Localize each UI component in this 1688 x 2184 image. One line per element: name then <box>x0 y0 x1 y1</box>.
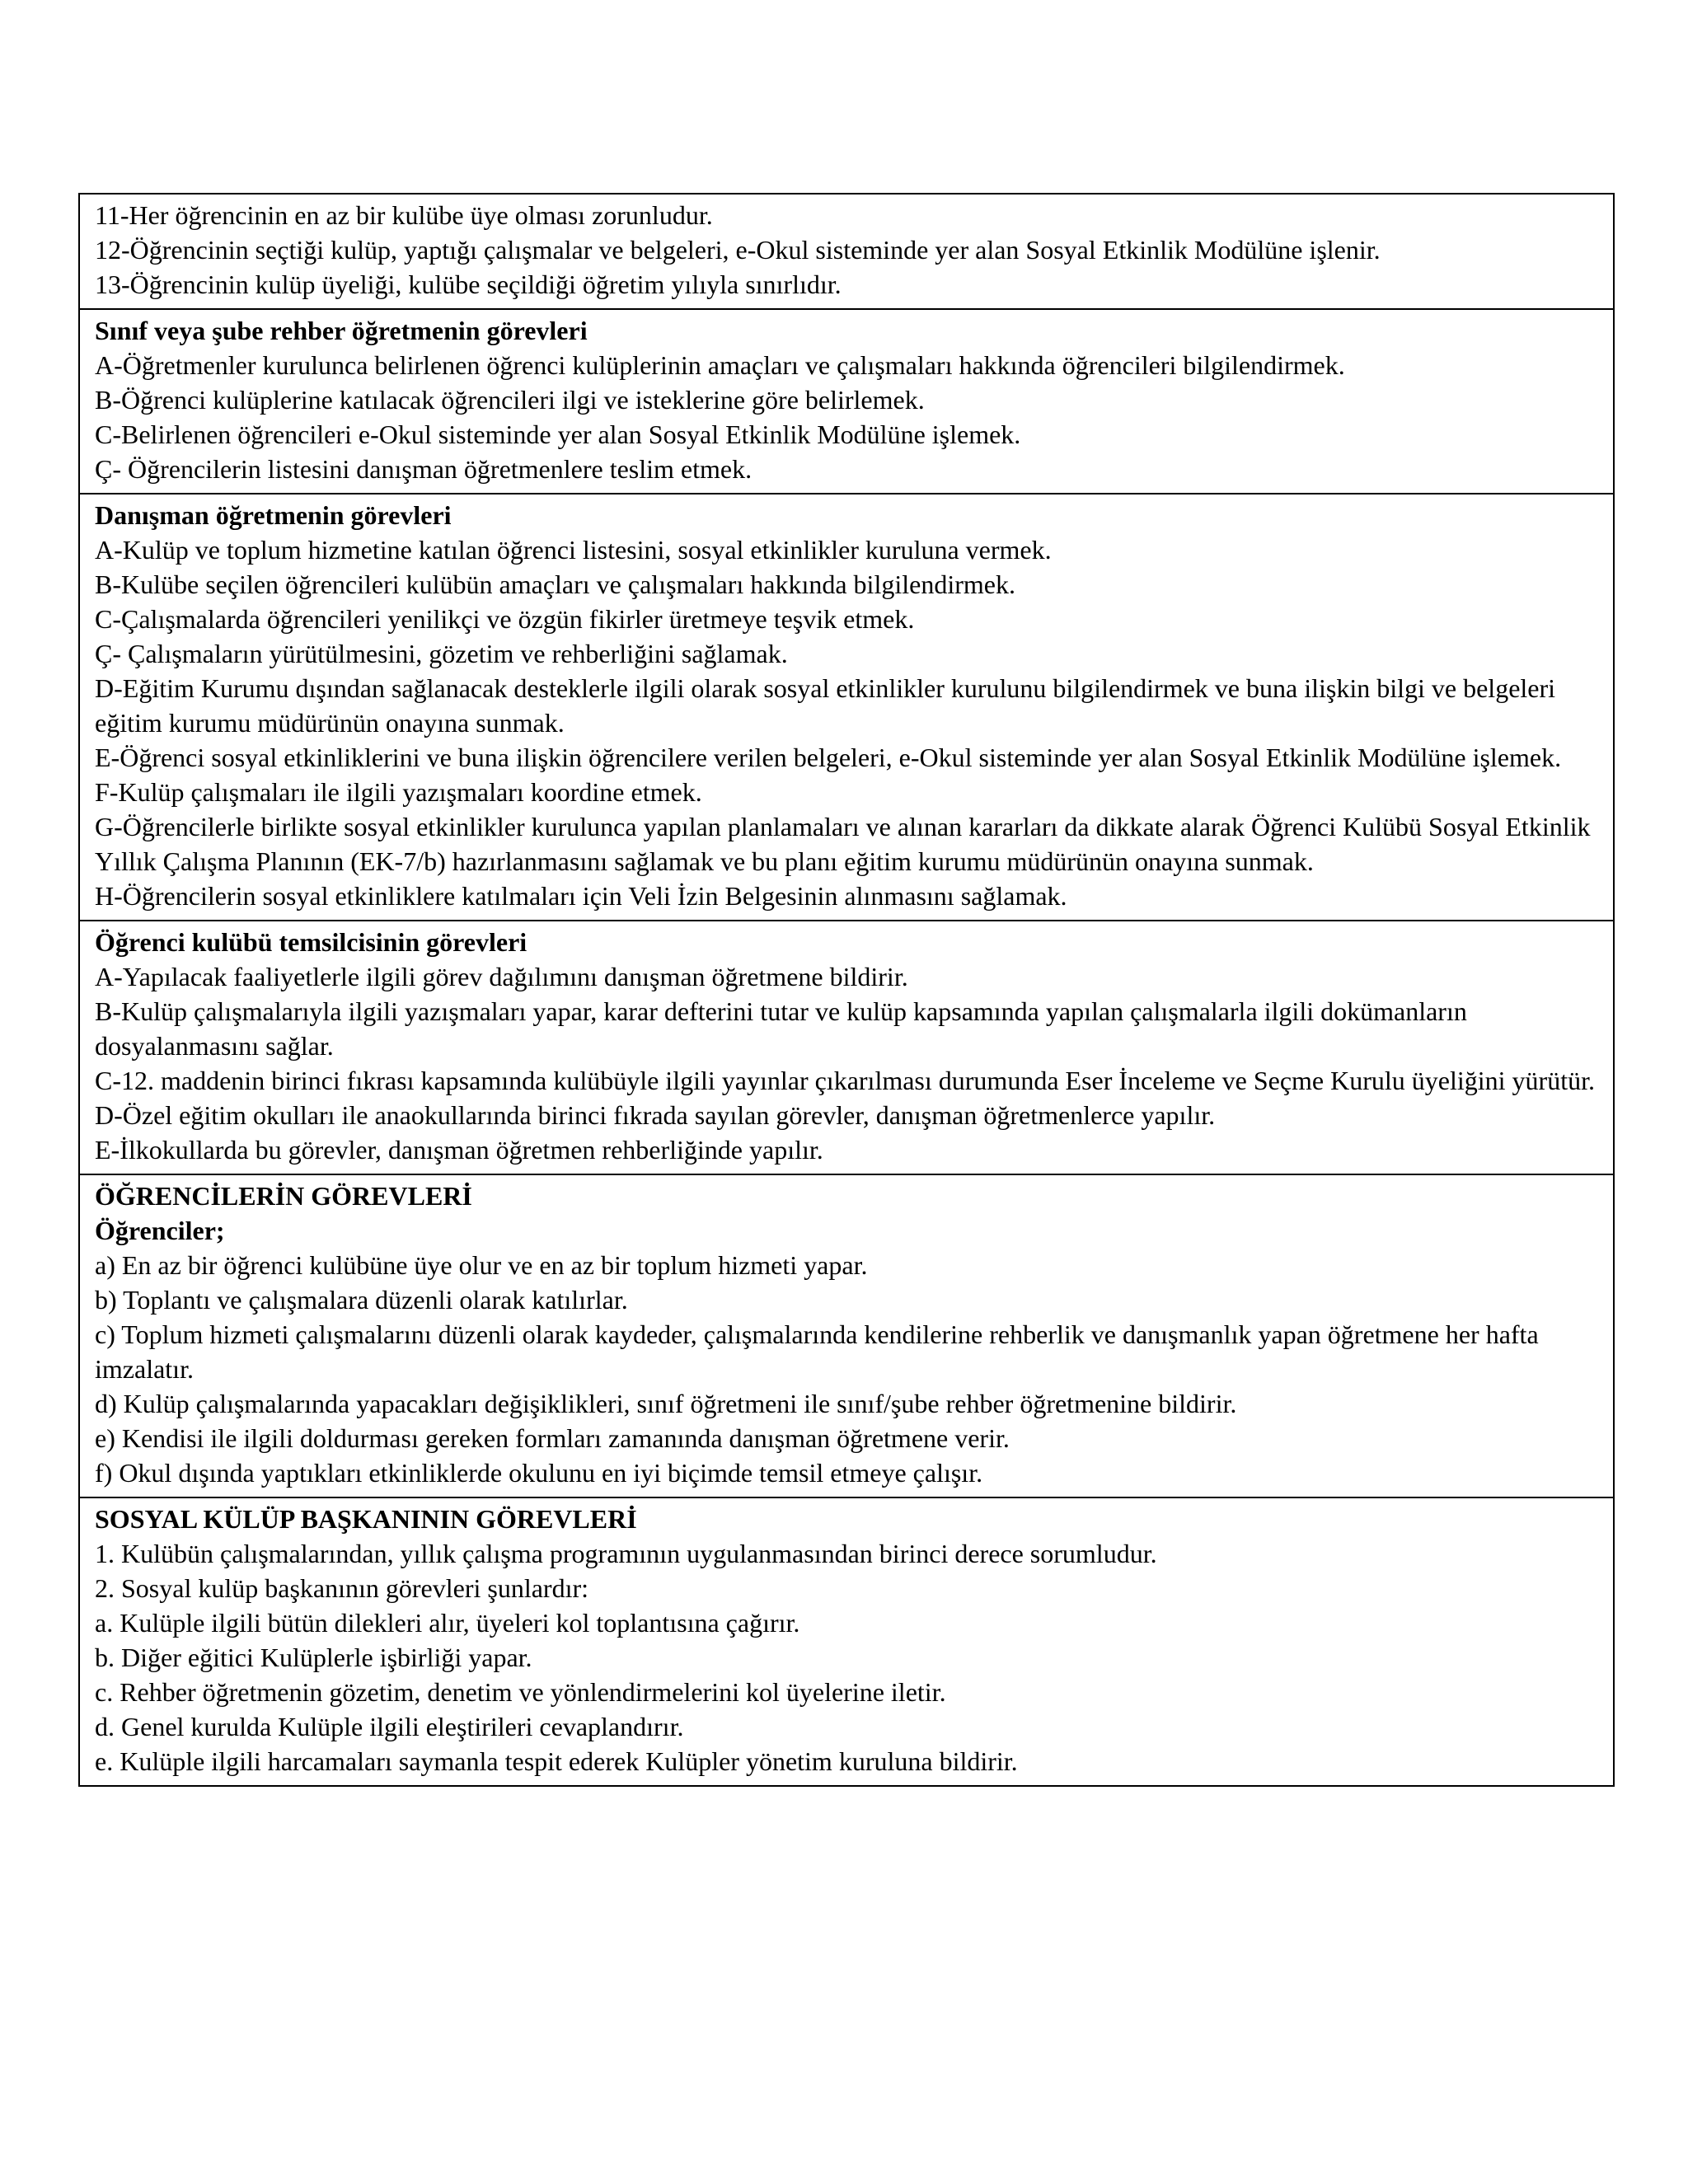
section-cell <box>79 921 1614 1174</box>
section-line: b. Diğer eğitici Kulüplerle işbirliği yapar. <box>95 1643 532 1672</box>
section-line: D-Eğitim Kurumu dışından sağlanacak desteklerle ilgili olarak sosyal etkinlikler kurulunu bilgilendirmek ve buna ilişkin bilgi ve belgeleri eğitim kurumu müdürünün onayına sunmak. <box>95 673 1556 738</box>
section-line: B-Kulübe seçilen öğrencileri kulübün amaçları ve çalışmaları hakkında bilgilendirmek. <box>95 569 1015 599</box>
section-line: B-Öğrenci kulüplerine katılacak öğrencileri ilgi ve isteklerine göre belirlemek. <box>95 385 925 415</box>
section-row <box>79 1174 1614 1497</box>
section-line: D-Özel eğitim okulları ile anaokullarında birinci fıkrada sayılan görevler, danışman öğretmenlerce yapılır. <box>95 1100 1216 1130</box>
section-line: c) Toplum hizmeti çalışmalarını düzenli olarak kaydeder, çalışmalarında kendilerine rehberlik ve danışmanlık yapan öğretmene her hafta imzalatır. <box>95 1319 1539 1384</box>
section-line: 13-Öğrencinin kulüp üyeliği, kulübe seçildiği öğretim yılıyla sınırlıdır. <box>95 269 842 299</box>
section-cell <box>79 1174 1614 1497</box>
section-line: A-Kulüp ve toplum hizmetine katılan öğrenci listesini, sosyal etkinlikler kuruluna vermek. <box>95 535 1052 565</box>
section-line: e. Kulüple ilgili harcamaları saymanla tespit ederek Kulüpler yönetim kuruluna bildirir. <box>95 1746 1018 1776</box>
section-heading: SOSYAL KÜLÜP BAŞKANININ GÖREVLERİ <box>95 1504 637 1534</box>
section-line: A-Yapılacak faaliyetlerle ilgili görev dağılımını danışman öğretmene bildirir. <box>95 962 908 991</box>
section-line: a) En az bir öğrenci kulübüne üye olur ve en az bir toplum hizmeti yapar. <box>95 1250 868 1280</box>
section-line: H-Öğrencilerin sosyal etkinliklere katılmaları için Veli İzin Belgesinin alınmasını sağlamak. <box>95 881 1067 911</box>
section-line: c. Rehber öğretmenin gözetim, denetim ve yönlendirmelerini kol üyelerine iletir. <box>95 1677 946 1707</box>
section-cell <box>79 194 1614 309</box>
section-line: b) Toplantı ve çalışmalara düzenli olarak katılırlar. <box>95 1285 628 1315</box>
section-line: a. Kulüple ilgili bütün dilekleri alır, üyeleri kol toplantısına çağırır. <box>95 1608 800 1638</box>
section-line: B-Kulüp çalışmalarıyla ilgili yazışmaları yapar, karar defterini tutar ve kulüp kapsamında yapılan çalışmalarla ilgili dokümanların dosyalanmasını sağlar. <box>95 996 1467 1061</box>
section-row <box>79 194 1614 309</box>
section-line: C-Çalışmalarda öğrencileri yenilikçi ve özgün fikirler üretmeye teşvik etmek. <box>95 604 915 634</box>
section-line: 12-Öğrencinin seçtiği kulüp, yaptığı çalışmalar ve belgeleri, e-Okul sisteminde yer alan Sosyal Etkinlik Modülüne işlenir. <box>95 235 1381 265</box>
section-line: F-Kulüp çalışmaları ile ilgili yazışmaları koordine etmek. <box>95 777 702 807</box>
section-subheading: Öğrenciler; <box>95 1216 225 1245</box>
section-row <box>79 309 1614 494</box>
section-line: d) Kulüp çalışmalarında yapacakları değişiklikleri, sınıf öğretmeni ile sınıf/şube rehber öğretmenine bildirir. <box>95 1389 1237 1418</box>
section-cell <box>79 494 1614 921</box>
section-line: A-Öğretmenler kurulunca belirlenen öğrenci kulüplerinin amaçları ve çalışmaları hakkında öğrencileri bilgilendirmek. <box>95 350 1345 380</box>
section-heading: Danışman öğretmenin görevleri <box>95 500 452 530</box>
section-heading: ÖĞRENCİLERİN GÖREVLERİ <box>95 1181 472 1211</box>
section-cell <box>79 309 1614 494</box>
document-page <box>78 193 1615 1787</box>
section-cell <box>79 1497 1614 1786</box>
section-line: f) Okul dışında yaptıkları etkinliklerde okulunu en iyi biçimde temsil etmeye çalışır. <box>95 1458 983 1488</box>
section-line: G-Öğrencilerle birlikte sosyal etkinlikler kurulunca yapılan planlamaları ve alınan kararları da dikkate alarak Öğrenci Kulübü Sosyal Etkinlik Yıllık Çalışma Planının (EK-7/b) hazırlanmasını sağlamak ve bu planı eğitim kurumu müdürünün onayına sunmak. <box>95 812 1591 876</box>
section-line: 2. Sosyal kulüp başkanının görevleri şunlardır: <box>95 1573 589 1603</box>
section-line: C-12. maddenin birinci fıkrası kapsamında kulübüyle ilgili yayınlar çıkarılması durumunda Eser İnceleme ve Seçme Kurulu üyeliğini yürütür. <box>95 1066 1595 1095</box>
section-line: Ç- Çalışmaların yürütülmesini, gözetim ve rehberliğini sağlamak. <box>95 639 788 668</box>
section-line: 1. Kulübün çalışmalarından, yıllık çalışma programının uygulanmasından birinci derece sorumludur. <box>95 1539 1157 1568</box>
section-line: C-Belirlenen öğrencileri e-Okul sisteminde yer alan Sosyal Etkinlik Modülüne işlemek. <box>95 419 1021 449</box>
section-heading: Sınıf veya şube rehber öğretmenin görevleri <box>95 316 588 345</box>
section-line: E-İlkokullarda bu görevler, danışman öğretmen rehberliğinde yapılır. <box>95 1135 823 1165</box>
section-heading: Öğrenci kulübü temsilcisinin görevleri <box>95 927 528 957</box>
section-line: Ç- Öğrencilerin listesini danışman öğretmenlere teslim etmek. <box>95 454 753 484</box>
section-row <box>79 494 1614 921</box>
section-row <box>79 921 1614 1174</box>
section-row <box>79 1497 1614 1786</box>
section-line: E-Öğrenci sosyal etkinliklerini ve buna ilişkin öğrencilere verilen belgeleri, e-Okul sisteminde yer alan Sosyal Etkinlik Modülüne işlemek. <box>95 743 1562 772</box>
section-line: 11-Her öğrencinin en az bir kulübe üye olması zorunludur. <box>95 200 713 230</box>
section-line: d. Genel kurulda Kulüple ilgili eleştirileri cevaplandırır. <box>95 1712 684 1741</box>
section-line: e) Kendisi ile ilgili doldurması gereken formları zamanında danışman öğretmene verir. <box>95 1423 1010 1453</box>
document-table <box>78 193 1615 1787</box>
